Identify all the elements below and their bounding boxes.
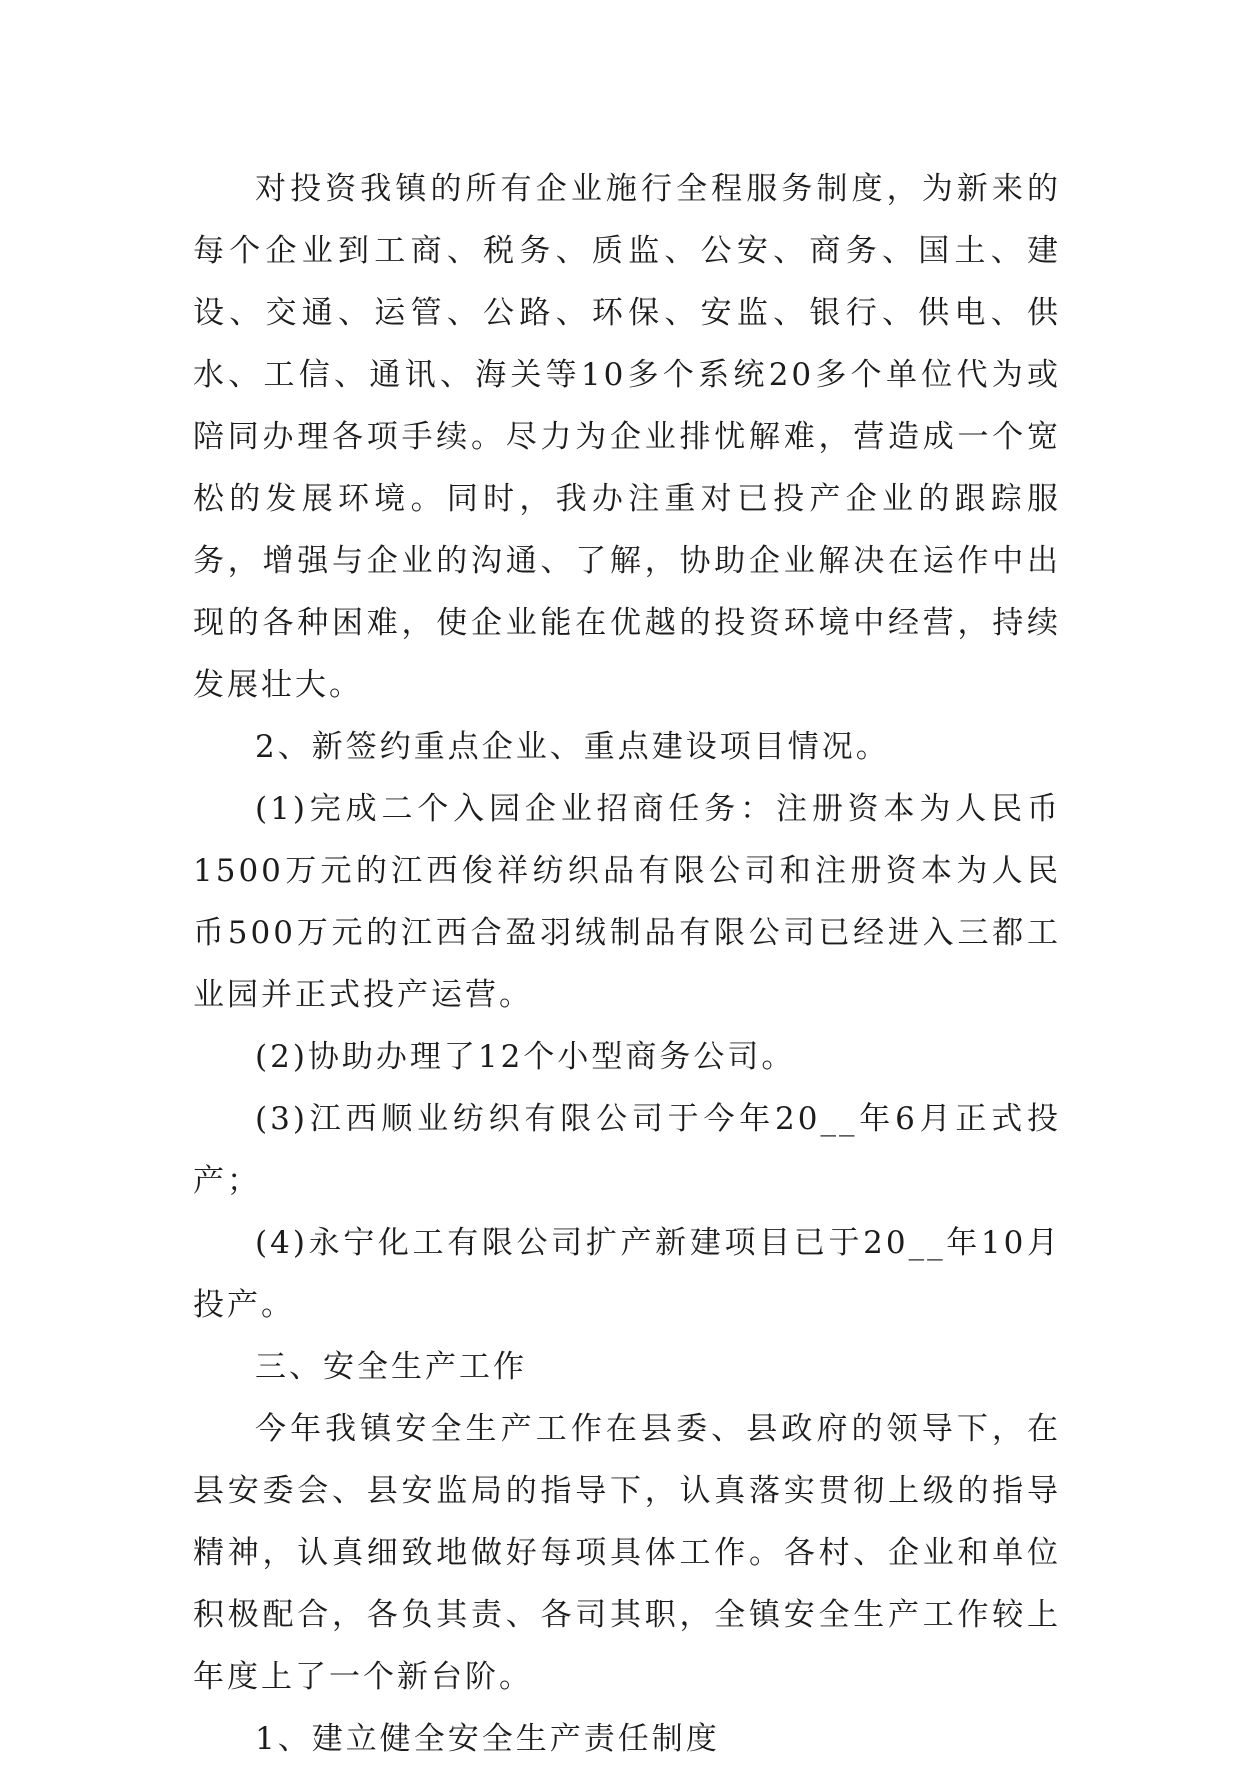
document-body [193, 158, 1061, 1770]
paragraph-key-projects-heading: 2、新签约重点企业、重点建设项目情况。 [255, 729, 890, 765]
paragraph-item-3: (3)江西顺业纺织有限公司于今年20__年6月正式投产； [193, 1101, 1061, 1199]
paragraph-item-2: (2)协助办理了12个小型商务公司。 [255, 1039, 796, 1075]
paragraph-item-4: (4)永宁化工有限公司扩产新建项目已于20__年10月投产。 [193, 1225, 1061, 1323]
paragraph-enterprise-service: 对投资我镇的所有企业施行全程服务制度，为新来的每个企业到工商、税务、质监、公安、商务、国土、建设、交通、运管、公路、环保、安监、银行、供电、供水、工信、通讯、海关等10多个系统20多个单位代为或陪同办理各项手续。尽力为企业排忧解难，营造成一个宽松的发展环境。同时，我办注重对已投产企业的跟踪服务，增强与企业的沟通、了解，协助企业解决在运作中出现的各种困难，使企业能在优越的投资环境中经营，持续发展壮大。 [193, 171, 1061, 703]
section-heading-safety: 三、安全生产工作 [255, 1349, 527, 1385]
paragraph-responsibility-heading: 1、建立健全安全生产责任制度 [255, 1721, 720, 1757]
paragraph-item-1: (1)完成二个入园企业招商任务：注册资本为人民币1500万元的江西俊祥纺织品有限公司和注册资本为人民币500万元的江西合盈羽绒制品有限公司已经进入三都工业园并正式投产运营。 [193, 791, 1061, 1013]
paragraph-safety-overview: 今年我镇安全生产工作在县委、县政府的领导下，在县安委会、县安监局的指导下，认真落实贯彻上级的指导精神，认真细致地做好每项具体工作。各村、企业和单位积极配合，各负其责、各司其职，全镇安全生产工作较上年度上了一个新台阶。 [193, 1411, 1061, 1695]
